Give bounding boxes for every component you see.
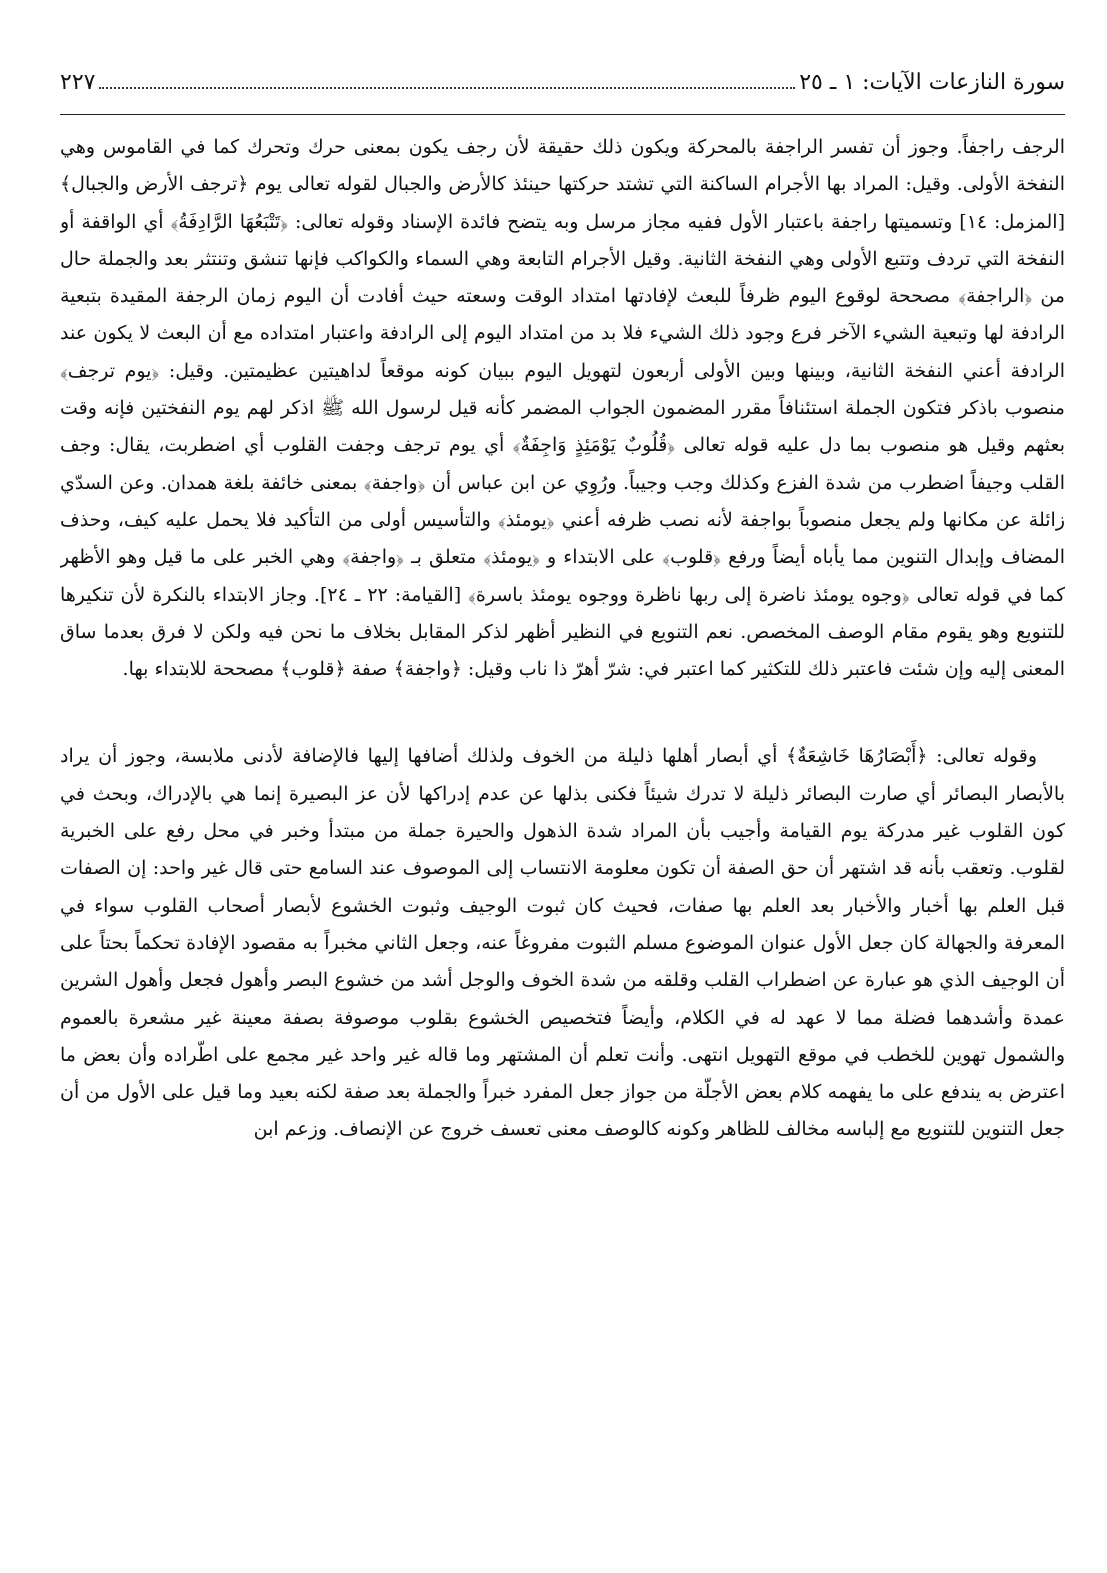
page-number: ٢٢٧ [60,70,96,95]
paragraph-spacer [60,688,1065,738]
surah-title: سورة النازعات الآيات: ١ ـ ٢٥ [799,70,1065,95]
body-paragraph-2: وقوله تعالى: ﴿أَبْصَارُهَا خَاشِعَةٌ﴾ أي أبصار أهلها ذليلة من الخوف ولذلك أضافها إليها فالإضافة لأدنى ملابسة، وجوز أن يراد بالأبصار البصائر أي صارت البصائر ذليلة لا تدرك شيئاً فكنى بذلها عن عدم إدراكها لأن عز البصيرة إنما هي بالإدراك، وبحث في كون القلوب غير مدركة يوم القيامة وأجيب بأن المراد شدة الذهول والحيرة جملة من مبتدأ وخبر في محل رفع على الخبرية لقلوب. وتعقب بأنه قد اشتهر أن حق الصفة أن تكون معلومة الانتساب إلى الموصوف عند السامع حتى قال غير واحد: إن الصفات قبل العلم بها أخبار والأخبار بعد العلم بها صفات، فحيث كان ثبوت الوجيف وثبوت الخشوع لأبصار أصحاب القلوب سواء في المعرفة والجهالة كان جعل الأول عنوان الموضوع مسلم الثبوت مفروغاً عنه، وجعل الثاني مخبراً به مقصود الإفادة تحكماً بحتاً على أن الوجيف الذي هو عبارة عن اضطراب القلب وقلقه من شدة الخوف والوجل أشد من خشوع البصر وأهول فجعل وأهول الشرين عمدة وأشدهما فضلة مما لا عهد له في الكلام، وأيضاً فتخصيص الخشوع بقلوب موصوفة بصفة معينة غير مشعرة بالعموم والشمول تهوين للخطب في موقع التهويل انتهى. وأنت تعلم أن المشتهر وما قاله غير واحد غير مجمع على اطّراده وأن بعض ما اعترض به يندفع على ما يفهمه كلام بعض الأجلّة من جواز جعل المفرد خبراً والجملة بعد صفة لكنه بعيد وما قيل على الأول من أن جعل التنوين للتنويع مع إلباسه مخالف للظاهر وكونه كالوصف معنى تعسف خروج عن الإنصاف. وزعم ابن [60,745,1065,1141]
book-page [60,70,1065,1550]
body-paragraph-1: الرجف راجفاً. وجوز أن تفسر الراجفة بالمحركة ويكون ذلك حقيقة لأن رجف يكون بمعنى حرك وتحرك كما في القاموس وهي النفخة الأولى. وقيل: المراد بها الأجرام الساكنة التي تشتد حركتها حينئذ كالأرض والجبال لقوله تعالى يوم ﴿ترجف الأرض والجبال﴾ [المزمل: ١٤] وتسميتها راجفة باعتبار الأول ففيه مجاز مرسل وبه يتضح فائدة الإسناد وقوله تعالى: ﴿تَتْبَعُهَا الرَّادِفَةُ﴾ أي الواقفة أو النفخة التي تردف وتتبع الأولى وهي النفخة الثانية. وقيل الأجرام التابعة وهي السماء والكواكب فإنها تنشق وتنتثر بعد والجملة حال من ﴿الراجفة﴾ مصححة لوقوع اليوم ظرفاً للبعث لإفادتها امتداد الوقت وسعته حيث أفادت أن اليوم زمان الرجفة المقيدة بتبعية الرادفة لها وتبعية الشيء الآخر فرع وجود ذلك الشيء فلا بد من امتداد اليوم إلى الرادفة واعتبار امتداده مع أن البعث لا يكون عند الرادفة أعني النفخة الثانية، وبينها وبين الأولى أربعون لتهويل اليوم ببيان كونه موقعاً لداهيتين عظيمتين. وقيل: ﴿يوم ترجف﴾ منصوب باذكر فتكون الجملة استئنافاً مقرر المضمون الجواب المضمر كأنه قيل لرسول الله ﷺ اذكر لهم يوم النفختين فإنه وقت بعثهم وقيل هو منصوب بما دل عليه قوله تعالى ﴿قُلُوبٌ يَوْمَئِذٍ وَاجِفَةٌ﴾ أي يوم ترجف وجفت القلوب أي اضطربت، يقال: وجف القلب وجيفاً اضطرب من شدة الفزع وكذلك وجب وجيباً. ورُوِي عن ابن عباس أن ﴿واجفة﴾ بمعنى خائفة بلغة همدان. وعن السدّي زائلة عن مكانها ولم يجعل منصوباً بواجفة لأنه نصب ظرفه أعني ﴿يومئذ﴾ والتأسيس أولى من التأكيد فلا يحمل عليه كيف، وحذف المضاف وإبدال التنوين مما يأباه أيضاً ورفع ﴿قلوب﴾ على الابتداء و ﴿يومئذ﴾ متعلق بـ ﴿واجفة﴾ وهي الخبر على ما قيل وهو الأظهر كما في قوله تعالى ﴿وجوه يومئذ ناضرة إلى ربها ناظرة ووجوه يومئذ باسرة﴾ [القيامة: ٢٢ ـ ٢٤]. وجاز الابتداء بالنكرة لأن تنكيرها للتنويع وهو يقوم مقام الوصف المخصص. نعم التنويع في النظير أظهر لذكر المقابل بخلاف ما نحن فيه ولكن لا فرق بعدما ساق المعنى إليه وإن شئت فاعتبر ذلك للتكثير كما اعتبر في: شرّ أهرّ ذا ناب وقيل: ﴿واجفة﴾ صفة ﴿قلوب﴾ مصححة للابتداء بها. [60,136,1065,681]
running-header [60,70,1065,115]
dotted-leader [99,86,795,89]
